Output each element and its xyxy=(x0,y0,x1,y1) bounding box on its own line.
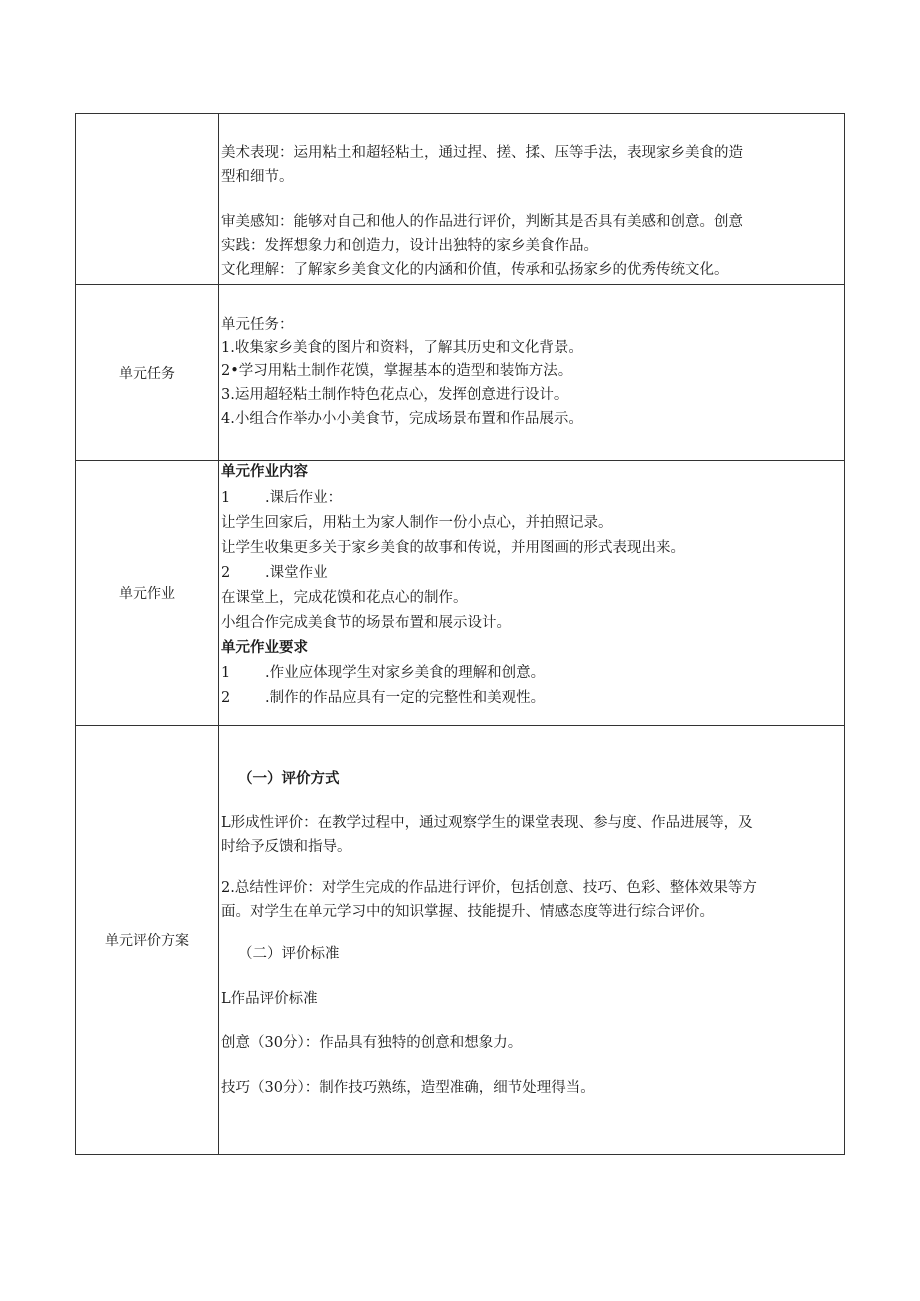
requirement-item xyxy=(221,663,836,683)
evaluation-label: 单元评价方案 xyxy=(76,726,219,1154)
objectives-label xyxy=(76,114,219,284)
objective-line: 文化理解：了解家乡美食文化的内涵和价值，传承和弘扬家乡的优秀传统文化。 xyxy=(221,262,729,278)
task-line: 4.小组合作举办小小美食节，完成场景布置和作品展示。 xyxy=(221,411,583,427)
evaluation-line: 2.总结性评价：对学生完成的作品进行评价，包括创意、技巧、色彩、整体效果等方 xyxy=(221,880,757,896)
homework-label: 单元作业 xyxy=(76,461,219,725)
objective-line: 型和细节。 xyxy=(221,169,294,185)
unit-plan-table xyxy=(75,113,845,1155)
item-text: .作业应体现学生对家乡美食的理解和创意。 xyxy=(265,665,546,681)
task-line: 单元任务： xyxy=(221,317,294,333)
item-number: 1 xyxy=(221,665,231,681)
homework-line: 让学生回家后，用粘土为家人制作一份小点心，并拍照记录。 xyxy=(221,515,613,531)
item-text: .课后作业： xyxy=(265,490,343,506)
tasks-row xyxy=(76,285,844,461)
homework-item xyxy=(221,488,836,508)
evaluation-line: 时给予反馈和指导。 xyxy=(221,839,352,855)
homework-content xyxy=(220,461,844,725)
tasks-label: 单元任务 xyxy=(76,285,219,460)
objective-line: 实践：发挥想象力和创造力，设计出独特的家乡美食作品。 xyxy=(221,238,598,254)
evaluation-content xyxy=(220,726,844,1154)
objectives-content xyxy=(220,114,844,284)
evaluation-line: 技巧（30分）：制作技巧熟练，造型准确，细节处理得当。 xyxy=(221,1080,595,1096)
evaluation-row xyxy=(76,726,844,1154)
homework-line: 在课堂上，完成花馍和花点心的制作。 xyxy=(221,590,468,606)
tasks-content xyxy=(220,285,844,460)
homework-line: 小组合作完成美食节的场景布置和展示设计。 xyxy=(221,615,511,631)
homework-item xyxy=(221,563,836,583)
task-line: 1.收集家乡美食的图片和资料，了解其历史和文化背景。 xyxy=(221,340,583,356)
homework-content-heading: 单元作业内容 xyxy=(221,464,308,480)
objectives-row xyxy=(76,114,844,285)
evaluation-standard-heading: （二）评价标准 xyxy=(238,946,340,962)
task-line: 3.运用超轻粘土制作特色花点心，发挥创意进行设计。 xyxy=(221,387,569,403)
evaluation-line: 创意（30分）：作品具有独特的创意和想象力。 xyxy=(221,1035,523,1051)
evaluation-line: L形成性评价：在教学过程中，通过观察学生的课堂表现、参与度、作品进展等，及 xyxy=(221,815,753,831)
objective-line: 美术表现：运用粘土和超轻粘土，通过捏、搓、揉、压等手法，表现家乡美食的造 xyxy=(221,145,743,161)
homework-row xyxy=(76,461,844,726)
homework-requirements-heading: 单元作业要求 xyxy=(221,640,308,656)
item-number: 2 xyxy=(221,565,231,581)
item-number: 2 xyxy=(221,690,231,706)
evaluation-method-heading: （一）评价方式 xyxy=(238,771,340,787)
objective-line: 审美感知：能够对自己和他人的作品进行评价，判断其是否具有美感和创意。创意 xyxy=(221,214,743,230)
item-text: .制作的作品应具有一定的完整性和美观性。 xyxy=(265,690,546,706)
requirement-item xyxy=(221,688,836,708)
item-text: .课堂作业 xyxy=(265,565,328,581)
evaluation-line: L作品评价标准 xyxy=(221,991,318,1007)
item-number: 1 xyxy=(221,490,231,506)
task-line: 2•学习用粘土制作花馍，掌握基本的造型和装饰方法。 xyxy=(221,363,573,379)
evaluation-line: 面。对学生在单元学习中的知识掌握、技能提升、情感态度等进行综合评价。 xyxy=(221,904,714,920)
homework-line: 让学生收集更多关于家乡美食的故事和传说，并用图画的形式表现出来。 xyxy=(221,540,685,556)
